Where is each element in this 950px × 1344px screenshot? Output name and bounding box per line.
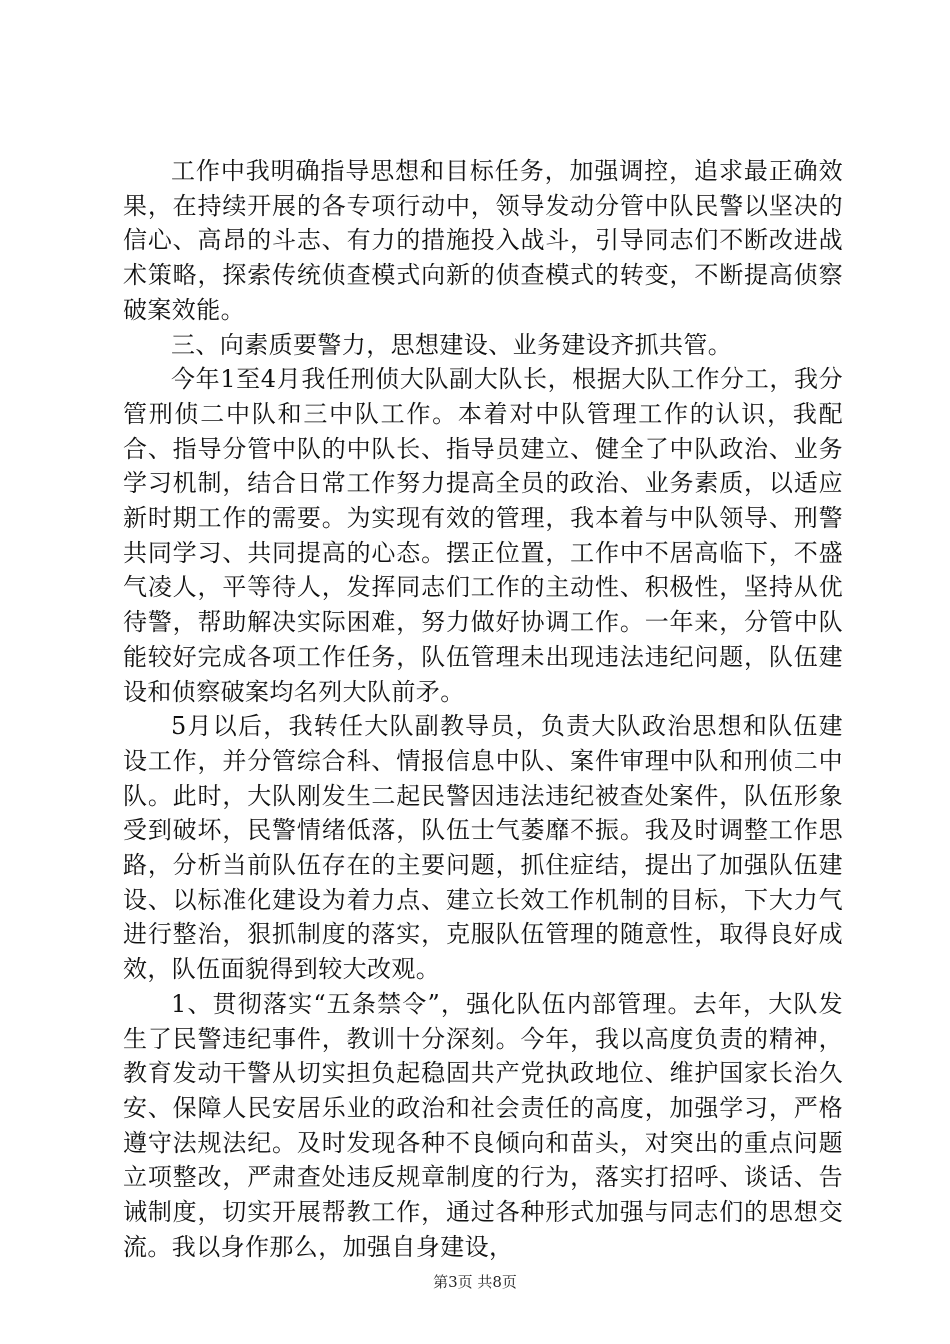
- page-number-footer: 第3页 共8页: [433, 1273, 517, 1291]
- section-heading-three: 三、向素质要警力，思想建设、业务建设齐抓共管。: [171, 330, 733, 359]
- document-body: [123, 154, 843, 1265]
- paragraph-effect: 工作中我明确指导思想和目标任务，加强调控，追求最正确效果，在持续开展的各专项行动中，领导发动分管中队民警以坚决的信心、高昂的斗志、有力的措施投入战斗，引导同志们不断改进战术策略，探索传统侦查模式向新的侦查模式的转变，不断提高侦察破案效能。: [123, 157, 843, 324]
- paragraph-jan-apr: 今年1至4月我任刑侦大队副大队长，根据大队工作分工，我分管刑侦二中队和三中队工作。本着对中队管理工作的认识，我配合、指导分管中队的中队长、指导员建立、健全了中队政治、业务学习机制，结合日常工作努力提高全员的政治、业务素质，以适应新时期工作的需要。为实现有效的管理，我本着与中队领导、刑警共同学习、共同提高的心态。摆正位置，工作中不居高临下，不盛气凌人，平等待人，发挥同志们工作的主动性、积极性，坚持从优待警，帮助解决实际困难，努力做好协调工作。一年来，分管中队能较好完成各项工作任务，队伍管理未出现违法违纪问题，队伍建设和侦察破案均名列大队前矛。: [123, 365, 843, 706]
- paragraph-five-prohibitions: 1、贯彻落实“五条禁令”，强化队伍内部管理。去年，大队发生了民警违纪事件，教训十分深刻。今年，我以高度负责的精神，教育发动干警从切实担负起稳固共产党执政地位、维护国家长治久安、保障人民安居乐业的政治和社会责任的高度，加强学习，严格遵守法规法纪。及时发现各种不良倾向和苗头，对突出的重点问题立项整改，严肃查处违反规章制度的行为，落实打招呼、谈话、告诫制度，切实开展帮教工作，通过各种形式加强与同志们的思想交流。我以身作那么，加强自身建设，: [123, 989, 843, 1261]
- paragraph-may-onward: 5月以后，我转任大队副教导员，负责大队政治思想和队伍建设工作，并分管综合科、情报信息中队、案件审理中队和刑侦二中队。此时，大队刚发生二起民警因违法违纪被查处案件，队伍形象受到破坏，民警情绪低落，队伍士气萎靡不振。我及时调整工作思路，分析当前队伍存在的主要问题，抓住症结，提出了加强队伍建设、以标准化建设为着力点、建立长效工作机制的目标，下大力气进行整治，狠抓制度的落实，克服队伍管理的随意性，取得良好成效，队伍面貌得到较大改观。: [123, 712, 843, 984]
